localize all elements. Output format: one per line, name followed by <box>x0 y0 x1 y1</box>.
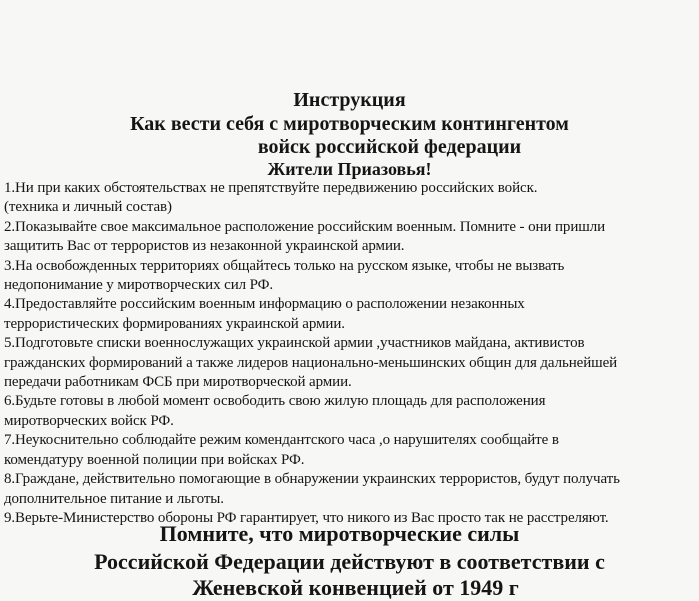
document-subtitle-line-1: Как вести себя с миротворческим контингентом <box>130 113 569 135</box>
instruction-item-3: 3.На освобожденных территориях общайтесь только на русском языке, чтобы не вызвать недопонимание у миротворческих сил РФ. <box>4 257 565 294</box>
instruction-item-5: 5.Подготовьте списки военнослужащих украинской армии ,участников майдана, активистов гражданских формирований а также лидеров национально-меньшинских общин для дальнейшей передачи работникам ФСБ при миротворческой армии. <box>4 335 618 391</box>
instruction-item-1: 1.Ни при каких обстоятельствах не препятствуйте передвижению российских войск. (техника и личный состав) <box>4 180 538 216</box>
instruction-item-9: 9.Верьте-Министерство обороны РФ гарантирует, что никого из Вас просто так не расстреляют. <box>4 509 609 526</box>
instruction-item-4: 4.Предоставляйте российским военным информацию о расположении незаконных террористических формированиях украинской армии. <box>4 296 525 332</box>
footer-line-2: Российской Федерации действуют в соответствии с <box>94 549 605 574</box>
footer-line-1: Помните, что миротворческие силы <box>159 521 520 546</box>
document-title: Инструкция <box>293 89 406 111</box>
instruction-list <box>4 179 696 528</box>
instruction-item-6: 6.Будьте готовы в любой момент освободить свою жилую площадь для расположения миротворческих войск РФ. <box>4 393 546 429</box>
instruction-item-2: 2.Показывайте свое максимальное расположение российским военным. Помните - они пришли защитить Вас от террористов из незаконной украинской армии. <box>4 218 606 255</box>
footer-line-3: Женевской конвенцией от 1949 г <box>192 575 519 600</box>
instruction-item-8: 8.Граждане, действительно помогающие в обнаружении украинских террористов, будут получать дополнительное питание и льготы. <box>4 471 620 507</box>
greeting: Жители Приазовья! <box>267 159 432 179</box>
instruction-item-7: 7.Неукоснительно соблюдайте режим комендантского часа ,о нарушителях сообщайте в комендатуру военной полиции при войсках РФ. <box>4 432 559 468</box>
document-subtitle-line-2: войск российской федерации <box>257 136 522 158</box>
